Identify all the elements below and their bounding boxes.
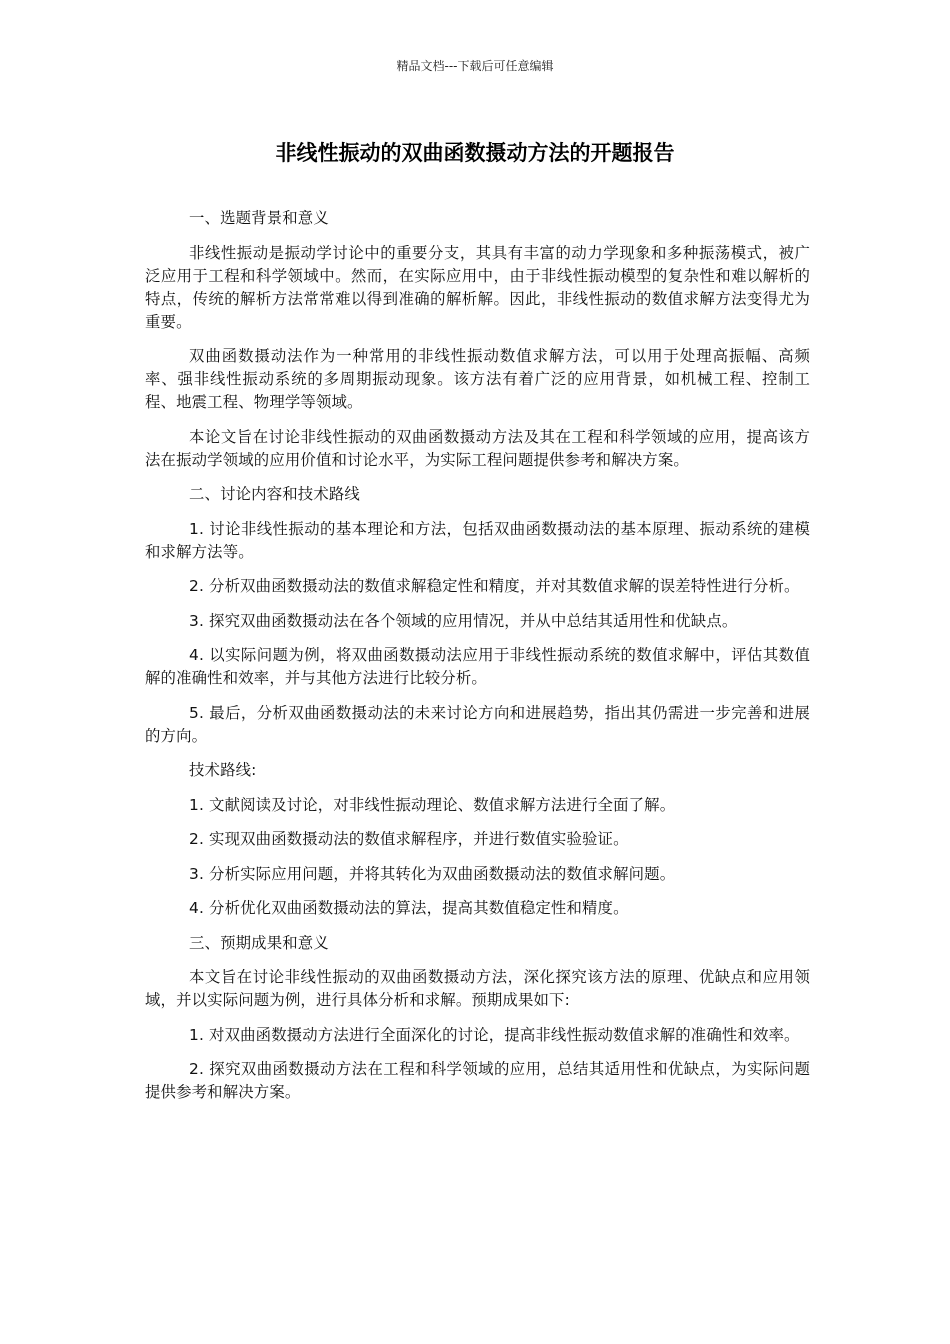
document-title: 非线性振动的双曲函数摄动方法的开题报告 (275, 141, 675, 165)
subheading-technical-route: 技术路线: (189, 761, 257, 779)
list-item: 4. 分析优化双曲函数摄动法的算法，提高其数值稳定性和精度。 (189, 899, 629, 917)
document-body (145, 207, 810, 1116)
paragraph: 本文旨在讨论非线性振动的双曲函数摄动方法，深化探究该方法的原理、优缺点和应用领域，并以实际问题为例，进行具体分析和求解。预期成果如下: (145, 968, 810, 1009)
section-heading-content: 二、讨论内容和技术路线 (189, 485, 360, 503)
list-item: 2. 实现双曲函数摄动法的数值求解程序，并进行数值实验验证。 (189, 830, 629, 848)
list-item: 3. 探究双曲函数摄动法在各个领域的应用情况，并从中总结其适用性和优缺点。 (189, 611, 738, 630)
list-item: 3. 分析实际应用问题，并将其转化为双曲函数摄动法的数值求解问题。 (189, 864, 676, 883)
list-item: 1. 对双曲函数摄动方法进行全面深化的讨论，提高非线性振动数值求解的准确性和效率。 (189, 1025, 800, 1044)
list-item: 2. 分析双曲函数摄动法的数值求解稳定性和精度，并对其数值求解的误差特性进行分析。 (189, 577, 800, 595)
section-heading-expected-results: 三、预期成果和意义 (189, 933, 329, 952)
list-item: 1. 文献阅读及讨论，对非线性振动理论、数值求解方法进行全面了解。 (189, 795, 676, 814)
list-item: 1. 讨论非线性振动的基本理论和方法，包括双曲函数摄动法的基本原理、振动系统的建模和求解方法等。 (145, 519, 810, 561)
paragraph: 双曲函数摄动法作为一种常用的非线性振动数值求解方法，可以用于处理高振幅、高频率、强非线性振动系统的多周期振动现象。该方法有着广泛的应用背景，如机械工程、控制工程、地震工程、物理学等领域。 (145, 347, 810, 411)
paragraph: 本论文旨在讨论非线性振动的双曲函数摄动方法及其在工程和科学领域的应用，提高该方法在振动学领域的应用价值和讨论水平，为实际工程问题提供参考和解决方案。 (145, 427, 810, 469)
list-item: 2. 探究双曲函数摄动方法在工程和科学领域的应用，总结其适用性和优缺点，为实际问题提供参考和解决方案。 (145, 1060, 810, 1101)
list-item: 4. 以实际问题为例，将双曲函数摄动法应用于非线性振动系统的数值求解中，评估其数值解的准确性和效率，并与其他方法进行比较分析。 (145, 646, 810, 687)
paragraph: 非线性振动是振动学讨论中的重要分支，其具有丰富的动力学现象和多种振荡模式，被广泛应用于工程和科学领域中。然而，在实际应用中，由于非线性振动模型的复杂性和难以解析的特点，传统的解析方法常常难以得到准确的解析解。因此，非线性振动的数值求解方法变得尤为重要。 (145, 243, 810, 331)
page-header-note: 精品文档---下载后可任意编辑 (396, 59, 554, 73)
section-heading-background: 一、选题背景和意义 (189, 209, 329, 227)
list-item: 5. 最后，分析双曲函数摄动法的未来讨论方向和进展趋势，指出其仍需进一步完善和进展的方向。 (145, 703, 810, 745)
